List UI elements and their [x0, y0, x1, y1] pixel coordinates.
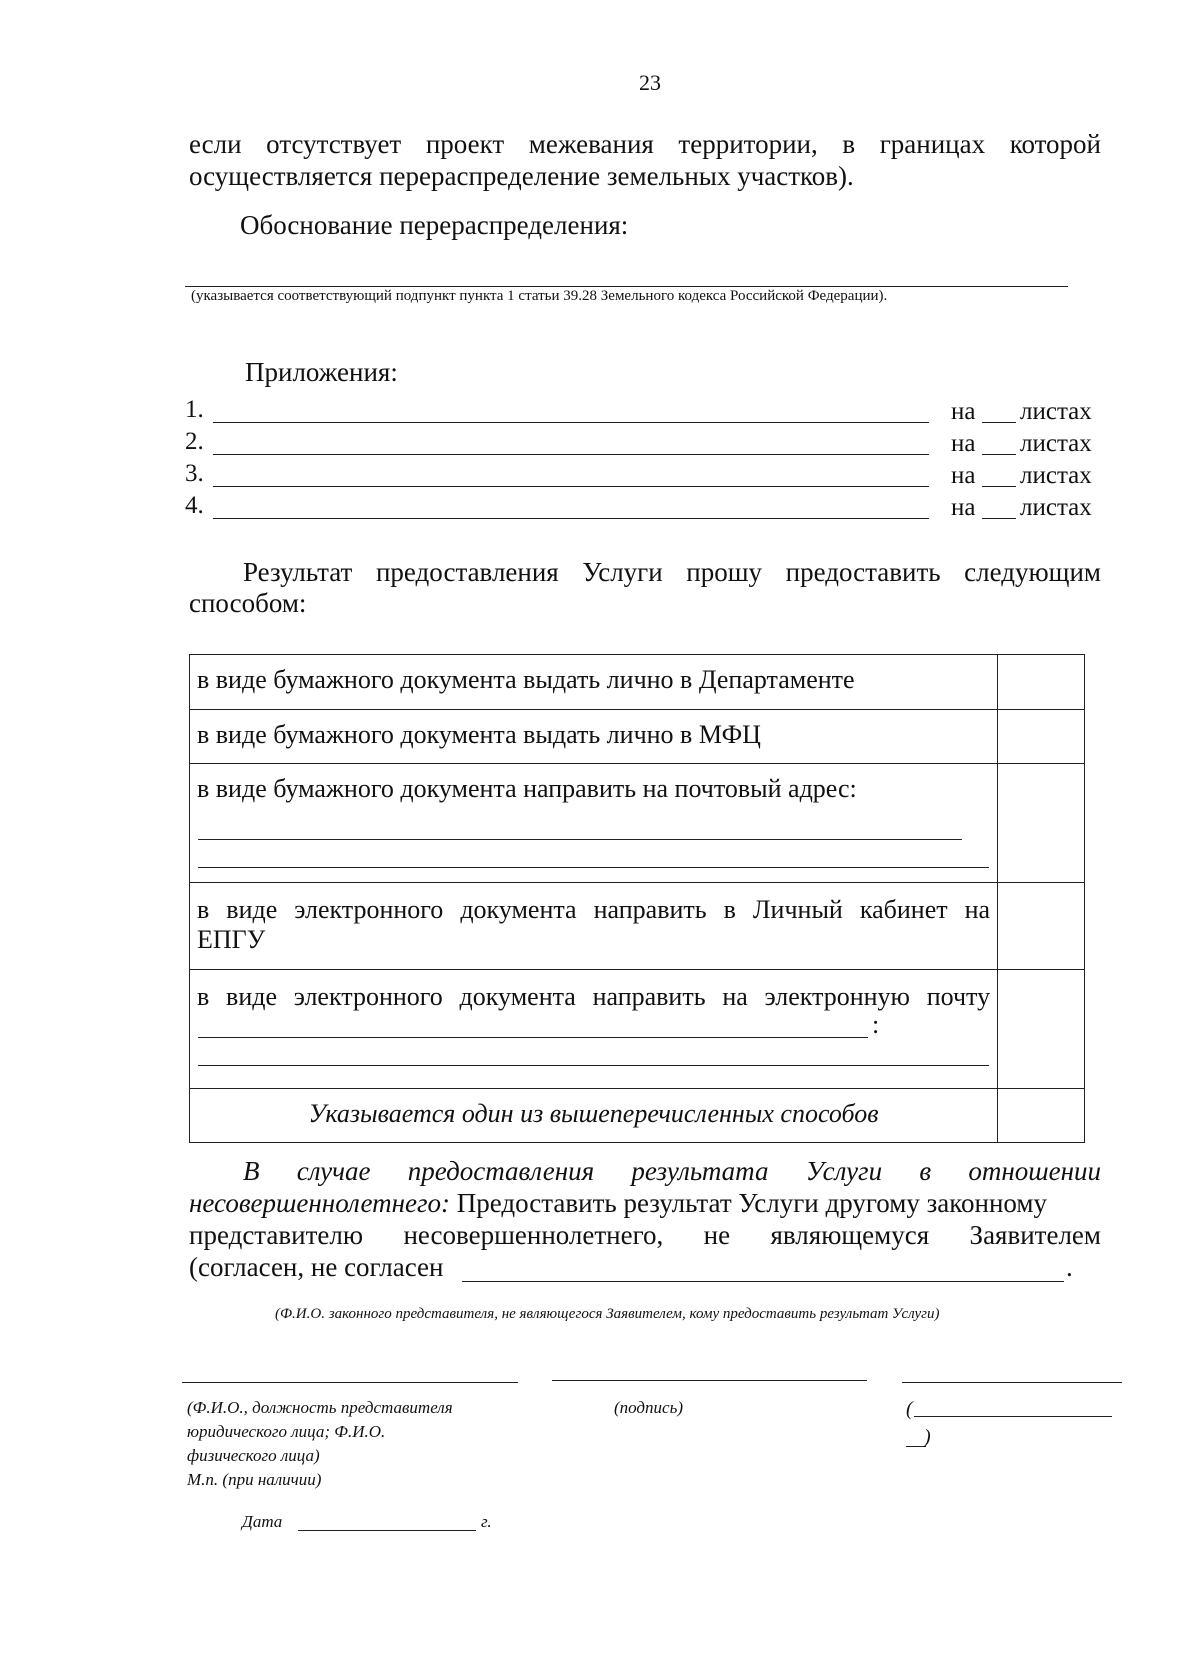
attachment-row-3 [185, 460, 1100, 492]
method-row-footer [190, 1089, 1085, 1143]
signature-extra-field[interactable] [902, 1382, 1122, 1383]
date-field[interactable] [298, 1530, 476, 1531]
attachment-sheets-label: листах [1020, 430, 1092, 457]
initials-paren-open: ( [906, 1398, 913, 1420]
date-label: Дата [242, 1512, 283, 1531]
attachment-on-label: на [951, 462, 976, 489]
justification-line [185, 286, 1068, 287]
attachment-sheets-field[interactable] [982, 454, 1016, 455]
result-line-1: Результат предоставления Услуги прошу предоставить следующим [243, 557, 1101, 587]
attachment-sheets-label: листах [1020, 494, 1092, 521]
initials-field[interactable] [914, 1416, 1112, 1417]
method-row-email [190, 970, 1085, 1089]
signatory-label-line: физического лица) [187, 1446, 320, 1465]
intro-line-2: осуществляется перераспределение земельных участков). [189, 161, 854, 191]
signature-field[interactable] [552, 1380, 867, 1381]
attachment-row-1 [185, 396, 1100, 428]
method-label-line-1: в виде электронного документа направить в Личный кабинет на [197, 895, 991, 924]
attachment-sheets-label: листах [1020, 462, 1092, 489]
method-row-postal [190, 764, 1085, 883]
postal-address-field-1[interactable] [198, 839, 962, 840]
result-line-2: способом: [189, 588, 307, 618]
method-checkbox-postal[interactable] [998, 764, 1085, 883]
attachment-name-field[interactable] [213, 518, 929, 519]
minor-line-4: (согласен, не согласен [189, 1252, 444, 1282]
method-label: в виде бумажного документа направить на почтовый адрес: [197, 774, 857, 803]
justification-note: (указывается соответствующий подпункт пункта 1 статьи 39.28 Земельного кодекса Российской Федерации). [191, 288, 888, 304]
attachment-sheets-field[interactable] [982, 422, 1016, 423]
attachment-number: 3. [185, 460, 204, 487]
minor-line-2 [189, 1187, 1101, 1219]
attachment-number: 1. [185, 396, 204, 423]
attachment-on-label: на [951, 430, 976, 457]
method-label: в виде бумажного документа выдать лично в Департаменте [197, 665, 855, 694]
email-field-2[interactable] [198, 1065, 989, 1066]
minor-representative-field[interactable] [462, 1281, 1064, 1282]
method-label: в виде бумажного документа выдать лично в МФЦ [197, 720, 761, 749]
method-checkbox-department[interactable] [998, 655, 1085, 710]
signatory-label [187, 1396, 453, 1492]
method-label-line-2: ЕПГУ [197, 925, 266, 954]
signatory-label-line: М.п. (при наличии) [187, 1470, 322, 1489]
attachment-on-label: на [951, 494, 976, 521]
signatory-label-line: юридического лица; Ф.И.О. [187, 1422, 386, 1441]
initials-paren-close: ) [924, 1426, 931, 1448]
minor-italic-word: несовершеннолетнего: [189, 1188, 450, 1218]
attachment-sheets-field[interactable] [982, 518, 1016, 519]
attachment-sheets-field[interactable] [982, 486, 1016, 487]
method-row-department [190, 655, 1085, 710]
page-number: 23 [639, 70, 661, 95]
method-checkbox-email[interactable] [998, 970, 1085, 1089]
attachment-row-2 [185, 428, 1100, 460]
minor-line-3: представителю несовершеннолетнего, не являющемуся Заявителем [189, 1220, 1101, 1250]
method-label: в виде электронного документа направить на электронную почту [197, 982, 991, 1011]
attachment-name-field[interactable] [213, 486, 929, 487]
method-checkbox-epgu[interactable] [998, 883, 1085, 970]
initials-field-2[interactable] [906, 1446, 926, 1447]
attachment-sheets-label: листах [1020, 398, 1092, 425]
attachments-heading: Приложения: [245, 357, 398, 387]
email-field[interactable] [198, 1037, 868, 1038]
minor-line-1: В случае предоставления результата Услуги в отношении [243, 1156, 1101, 1186]
date-suffix: г. [481, 1512, 492, 1531]
justification-label: Обоснование перераспределения: [240, 210, 629, 240]
signatory-name-field[interactable] [182, 1382, 518, 1383]
method-row-mfc [190, 710, 1085, 764]
attachment-on-label: на [951, 398, 976, 425]
signatory-label-line: (Ф.И.О., должность представителя [187, 1398, 453, 1417]
postal-address-field-2[interactable] [198, 867, 989, 868]
minor-rest: Предоставить результат Услуги другому законному [450, 1188, 1047, 1218]
attachment-name-field[interactable] [213, 454, 929, 455]
minor-line-4-end: . [1066, 1252, 1073, 1282]
method-checkbox-mfc[interactable] [998, 710, 1085, 764]
signature-label: (подпись) [614, 1398, 683, 1417]
attachment-row-4 [185, 492, 1100, 524]
minor-note: (Ф.И.О. законного представителя, не являющегося Заявителем, кому предоставить результат Услуги) [275, 1306, 940, 1322]
intro-line-1: если отсутствует проект межевания территории, в границах которой [189, 129, 1101, 159]
email-colon: : [872, 1010, 880, 1039]
delivery-methods-table [189, 654, 1085, 1143]
attachment-number: 4. [185, 492, 204, 519]
methods-footer-note: Указывается один из вышеперечисленных способов [308, 1099, 879, 1128]
attachment-name-field[interactable] [213, 422, 929, 423]
method-row-epgu [190, 883, 1085, 970]
attachment-number: 2. [185, 428, 204, 455]
method-checkbox-footer[interactable] [998, 1089, 1085, 1143]
